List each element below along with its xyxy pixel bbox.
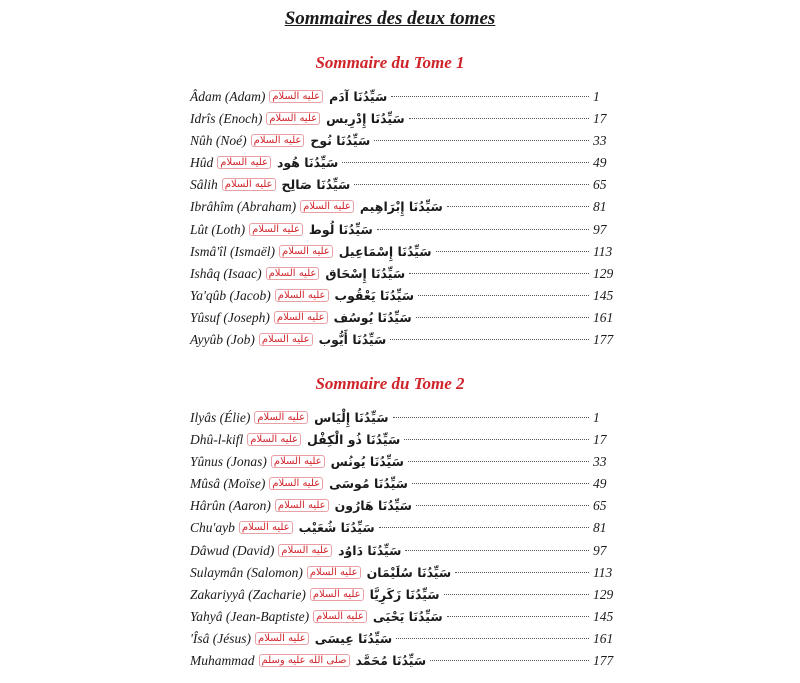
arabic-name: سَيِّدُنَا صَالِح: [281, 177, 351, 193]
prophet-name: Muhammad: [190, 653, 255, 669]
prophet-name: Yûsuf (Joseph): [190, 309, 270, 325]
prophet-name: Ibrâhîm (Abraham): [190, 199, 297, 215]
prophet-name: Dâwud (David): [190, 542, 275, 558]
arabic-name: سَيِّدُنَا ذُو الْكِفْل: [307, 432, 401, 448]
arabic-name: سَيِّدُنَا نُوح: [310, 133, 371, 149]
honorific-calligraphy: عليه السلام: [278, 544, 332, 557]
arabic-name: سَيِّدُنَا سُلَيْمَان: [366, 564, 452, 580]
dot-leader: [447, 616, 589, 617]
dot-leader: [377, 229, 589, 230]
page-number: 129: [593, 586, 614, 602]
tome2-title: Sommaire du Tome 2: [315, 374, 465, 393]
honorific-calligraphy: عليه السلام: [239, 521, 293, 534]
page-number: 49: [593, 155, 607, 171]
page-number: 33: [593, 454, 607, 470]
arabic-name: سَيِّدُنَا دَاوُد: [338, 542, 402, 558]
toc-entry[interactable]: [190, 584, 615, 606]
arabic-name: سَيِّدُنَا مُحَمَّد: [355, 653, 427, 669]
prophet-name: Zakariyyâ (Zacharie): [190, 586, 306, 602]
prophet-name: Mûsâ (Moïse): [190, 476, 266, 492]
arabic-name: سَيِّدُنَا شُعَيْب: [298, 520, 375, 536]
page-number: 17: [593, 432, 607, 448]
dot-leader: [379, 527, 589, 528]
dot-leader: [409, 118, 589, 119]
toc-entry[interactable]: [190, 108, 615, 130]
page-number: 65: [593, 177, 607, 193]
toc-entry[interactable]: [190, 628, 615, 650]
toc-entry[interactable]: [190, 540, 615, 562]
page-number: 81: [593, 199, 607, 215]
honorific-calligraphy: عليه السلام: [254, 411, 308, 424]
page-number: 177: [593, 653, 614, 669]
tome1-toc-list: [190, 86, 615, 351]
arabic-name: سَيِّدُنَا هَارُون: [334, 498, 412, 514]
toc-entry[interactable]: [190, 562, 615, 584]
honorific-calligraphy: عليه السلام: [266, 112, 320, 125]
page-number: 49: [593, 476, 607, 492]
arabic-name: سَيِّدُنَا إِدْرِيس: [326, 111, 405, 127]
dot-leader: [393, 417, 590, 418]
toc-entry[interactable]: [190, 517, 615, 539]
honorific-calligraphy: عليه السلام: [269, 90, 323, 103]
honorific-calligraphy: عليه السلام: [249, 223, 303, 236]
tome2-toc-list: [190, 407, 615, 672]
prophet-name: Sâlih: [190, 177, 218, 193]
honorific-calligraphy: عليه السلام: [259, 333, 313, 346]
honorific-calligraphy: عليه السلام: [266, 267, 320, 280]
page-number: 129: [593, 265, 614, 281]
dot-leader: [405, 550, 589, 551]
page-number: 113: [593, 243, 613, 259]
prophet-name: Idrîs (Enoch): [190, 111, 263, 127]
honorific-calligraphy: عليه السلام: [275, 499, 329, 512]
dot-leader: [390, 339, 589, 340]
page-number: 1: [593, 89, 600, 104]
toc-entry[interactable]: [190, 650, 615, 672]
dot-leader: [354, 184, 589, 185]
tome1-title: Sommaire du Tome 1: [315, 53, 465, 72]
honorific-calligraphy: عليه السلام: [274, 311, 328, 324]
honorific-calligraphy: عليه السلام: [271, 455, 325, 468]
honorific-calligraphy: عليه السلام: [310, 588, 364, 601]
page-number: 65: [593, 498, 607, 514]
toc-entry[interactable]: [190, 241, 615, 263]
honorific-calligraphy: عليه السلام: [313, 610, 367, 623]
honorific-calligraphy: عليه السلام: [269, 477, 323, 490]
toc-entry[interactable]: [190, 606, 615, 628]
toc-entry[interactable]: [190, 86, 615, 108]
dot-leader: [430, 660, 589, 661]
arabic-name: سَيِّدُنَا يُونُس: [330, 454, 404, 470]
arabic-name: سَيِّدُنَا يَعْقُوب: [334, 287, 415, 303]
page-number: 81: [593, 520, 607, 536]
prophet-name: Ayyûb (Job): [190, 332, 255, 348]
prophet-name: Yahyâ (Jean-Baptiste): [190, 608, 310, 624]
arabic-name: سَيِّدُنَا عِيسَى: [314, 630, 393, 646]
prophet-name: Hûd: [190, 155, 214, 171]
page-number: 97: [593, 221, 607, 237]
honorific-calligraphy: عليه السلام: [275, 289, 329, 302]
page-number: 1: [593, 410, 600, 425]
prophet-name: Nûh (Noé): [190, 133, 247, 149]
dot-leader: [412, 483, 589, 484]
prophet-name: Yûnus (Jonas): [190, 454, 267, 470]
toc-entry[interactable]: [190, 307, 615, 329]
toc-entry[interactable]: [190, 196, 615, 218]
prophet-name: Chu'ayb: [190, 520, 235, 536]
honorific-calligraphy: عليه السلام: [217, 156, 271, 169]
honorific-calligraphy: عليه السلام: [251, 134, 305, 147]
page-number: 161: [593, 630, 614, 646]
prophet-name: 'Îsâ (Jésus): [190, 630, 251, 646]
arabic-name: سَيِّدُنَا يَحْيَى: [372, 608, 443, 624]
toc-entry[interactable]: [190, 407, 615, 429]
dot-leader: [436, 251, 589, 252]
prophet-name: Lût (Loth): [190, 221, 246, 237]
toc-entry[interactable]: [190, 263, 615, 285]
dot-leader: [416, 505, 589, 506]
honorific-calligraphy: عليه السلام: [300, 200, 354, 213]
dot-leader: [396, 638, 589, 639]
arabic-name: سَيِّدُنَا إِسْحَاق: [325, 265, 406, 281]
arabic-name: سَيِّدُنَا إِلْيَاس: [314, 410, 389, 425]
page-number: 97: [593, 542, 607, 558]
arabic-name: سَيِّدُنَا إِبْرَاهِيم: [359, 199, 443, 215]
toc-entry[interactable]: [190, 473, 615, 495]
page-number: 17: [593, 111, 607, 127]
honorific-calligraphy: عليه السلام: [222, 178, 276, 191]
honorific-calligraphy: عليه السلام: [307, 566, 361, 579]
page-number: 113: [593, 564, 613, 580]
dot-leader: [418, 295, 589, 296]
page-number: 145: [593, 608, 614, 624]
dot-leader: [455, 572, 589, 573]
dot-leader: [444, 594, 589, 595]
page-number: 33: [593, 133, 607, 149]
toc-entry[interactable]: [190, 495, 615, 517]
toc-entry[interactable]: [190, 329, 615, 351]
page-number: 177: [593, 332, 614, 348]
toc-entry[interactable]: [190, 429, 615, 451]
page-title: Sommaires des deux tomes: [284, 8, 496, 29]
prophet-name: Ishâq (Isaac): [190, 265, 262, 281]
toc-entry[interactable]: [190, 451, 615, 473]
arabic-name: سَيِّدُنَا أَيُّوب: [318, 332, 387, 348]
dot-leader: [447, 206, 589, 207]
dot-leader: [342, 162, 589, 163]
honorific-calligraphy: عليه السلام: [279, 245, 333, 258]
toc-entry[interactable]: [190, 219, 615, 241]
page-number: 145: [593, 287, 614, 303]
prophet-name: Ya'qûb (Jacob): [190, 287, 271, 303]
dot-leader: [416, 317, 589, 318]
arabic-name: سَيِّدُنَا إِسْمَاعِيل: [338, 243, 432, 259]
toc-entry[interactable]: [190, 174, 615, 196]
arabic-name: سَيِّدُنَا لُوط: [308, 221, 373, 237]
honorific-calligraphy: عليه السلام: [247, 433, 301, 446]
prophet-name: Âdam (Adam): [190, 89, 266, 104]
prophet-name: Dhû-l-kifl: [190, 432, 244, 448]
dot-leader: [404, 439, 589, 440]
dot-leader: [391, 96, 589, 97]
prophet-name: Hârûn (Aaron): [190, 498, 271, 514]
arabic-name: سَيِّدُنَا يُوسُف: [333, 309, 412, 325]
dot-leader: [374, 140, 589, 141]
honorific-calligraphy: صلى الله عليه وسلم: [259, 654, 350, 667]
prophet-name: Sulaymân (Salomon): [190, 564, 303, 580]
toc-entry[interactable]: [190, 130, 615, 152]
arabic-name: سَيِّدُنَا آدَم: [329, 89, 388, 104]
honorific-calligraphy: عليه السلام: [255, 632, 309, 645]
arabic-name: سَيِّدُنَا مُوسَى: [329, 476, 408, 492]
dot-leader: [408, 461, 589, 462]
prophet-name: Ismâ'îl (Ismaël): [190, 243, 275, 259]
dot-leader: [409, 273, 589, 274]
prophet-name: Ilyâs (Élie): [190, 410, 251, 425]
arabic-name: سَيِّدُنَا هُود: [277, 155, 339, 171]
toc-entry[interactable]: [190, 285, 615, 307]
arabic-name: سَيِّدُنَا زَكَرِيَّا: [369, 586, 440, 602]
toc-entry[interactable]: [190, 152, 615, 174]
page-number: 161: [593, 309, 614, 325]
